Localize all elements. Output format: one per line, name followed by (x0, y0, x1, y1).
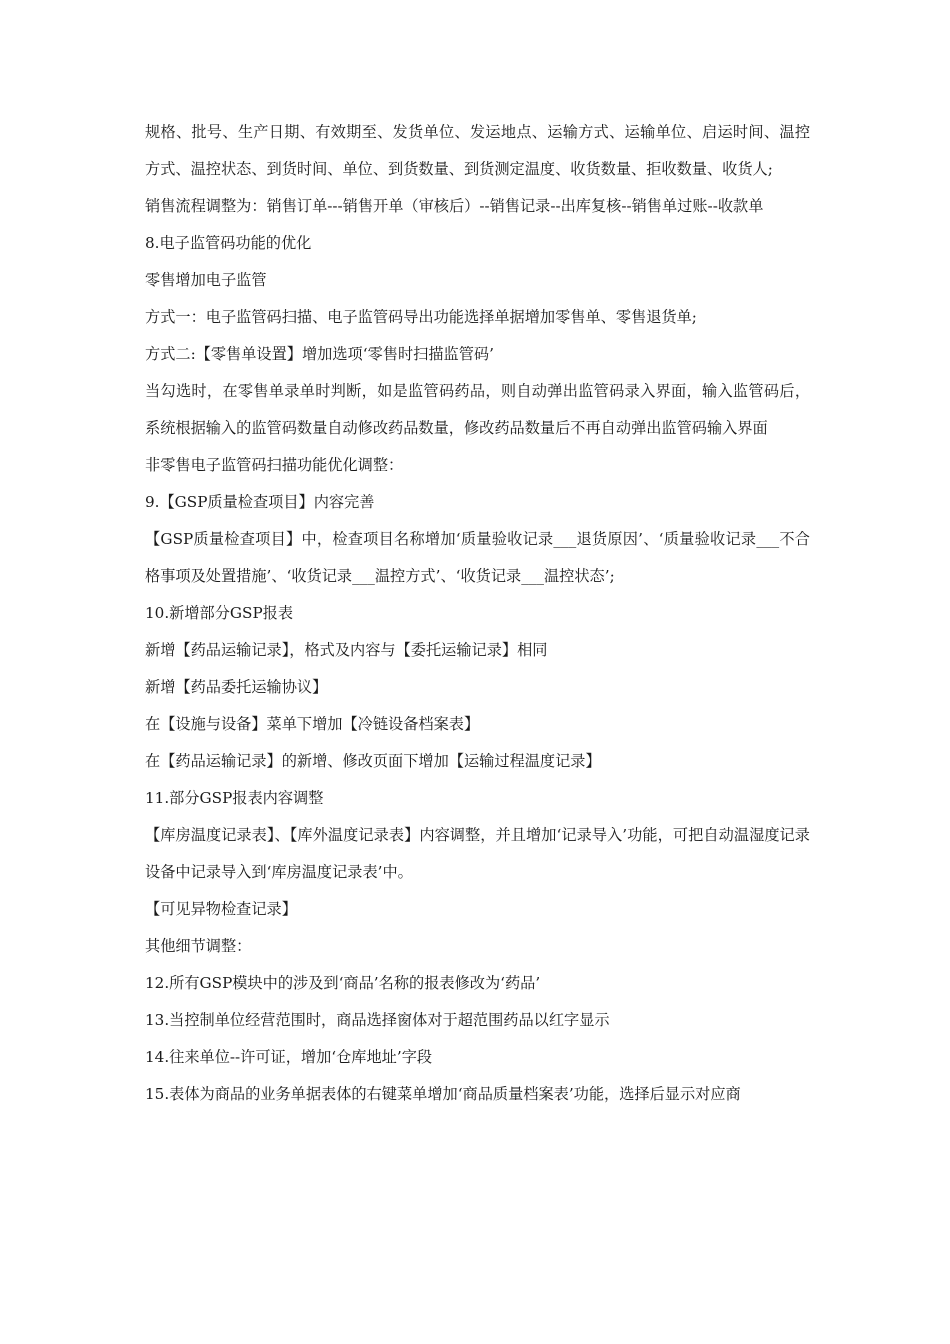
paragraph-new-transport-record: 新增【药品运输记录】，格式及内容与【委托运输记录】相同 (145, 641, 548, 659)
heading-8: 8.电子监管码功能的优化 (145, 234, 312, 252)
item-14: 14.往来单位--许可证，增加‘仓库地址’字段 (145, 1048, 433, 1066)
item-12: 12.所有GSP模块中的涉及到‘商品’名称的报表修改为‘药品’ (145, 974, 541, 992)
paragraph-other-adjustments: 其他细节调整： (145, 937, 252, 955)
paragraph-checked-behavior: 当勾选时，在零售单录单时判断，如是监管码药品，则自动弹出监管码录入界面，输入监管码后，系统根据输入的监管码数量自动修改药品数量，修改药品数量后不再自动弹出监管码输入界面 (145, 382, 810, 437)
paragraph-retail-supervision: 零售增加电子监管 (145, 271, 267, 289)
heading-9: 9.【GSP质量检查项目】内容完善 (145, 493, 375, 511)
paragraph-sales-flow: 销售流程调整为：销售订单---销售开单（审核后）--销售记录--出库复核--销售单过账--收款单 (145, 197, 764, 215)
paragraph-new-transport-agreement: 新增【药品委托运输协议】 (145, 678, 328, 696)
paragraph-gsp-items: 【GSP质量检查项目】中，检查项目名称增加‘质量验收记录___退货原因’、‘质量验收记录___不合格事项及处置措施’、‘收货记录___温控方式’、‘收货记录___温控状态’; (145, 530, 810, 585)
paragraph-non-retail: 非零售电子监管码扫描功能优化调整： (145, 456, 404, 474)
paragraph-method-2: 方式二:【零售单设置】增加选项‘零售时扫描监管码’ (145, 345, 494, 363)
paragraph-method-1: 方式一：电子监管码扫描、电子监管码导出功能选择单据增加零售单、零售退货单; (145, 308, 697, 326)
paragraph-visible-foreign: 【可见异物检查记录】 (145, 900, 297, 918)
item-13: 13.当控制单位经营范围时，商品选择窗体对于超范围药品以红字显示 (145, 1011, 610, 1029)
paragraph-temperature-tables: 【库房温度记录表】、【库外温度记录表】内容调整，并且增加‘记录导入’功能，可把自动温湿度记录设备中记录导入到‘库房温度记录表’中。 (145, 826, 810, 881)
document-body (145, 114, 810, 1113)
paragraph-receipt-fields: 规格、批号、生产日期、有效期至、发货单位、发运地点、运输方式、运输单位、启运时间、温控方式、温控状态、到货时间、单位、到货数量、到货测定温度、收货数量、拒收数量、收货人; (145, 123, 810, 178)
heading-10: 10.新增部分GSP报表 (145, 604, 294, 622)
paragraph-temperature-record: 在【药品运输记录】的新增、修改页面下增加【运输过程温度记录】 (145, 752, 601, 770)
heading-11: 11.部分GSP报表内容调整 (145, 789, 324, 807)
item-15: 15.表体为商品的业务单据表体的右键菜单增加‘商品质量档案表’功能，选择后显示对应商 (145, 1085, 741, 1103)
paragraph-cold-chain: 在【设施与设备】菜单下增加【冷链设备档案表】 (145, 715, 480, 733)
